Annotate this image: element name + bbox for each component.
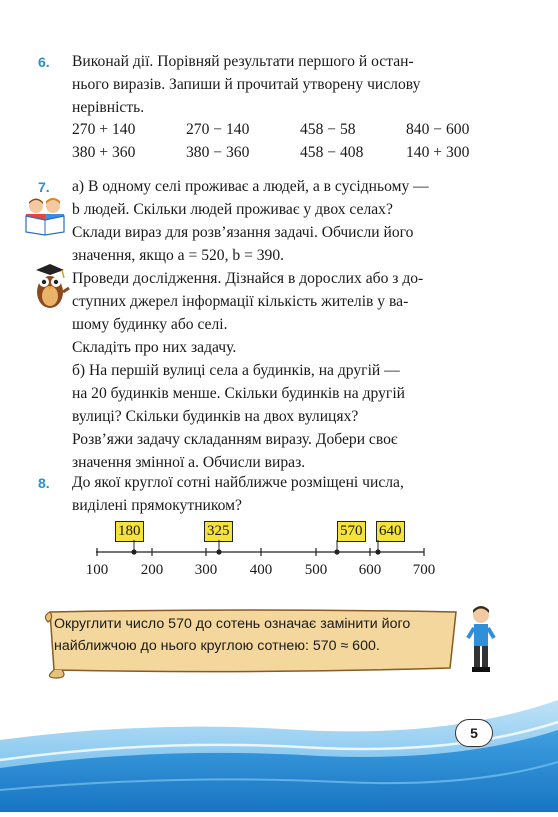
children-reading-icon: [22, 196, 68, 236]
boxed-number: 640: [376, 521, 405, 542]
rule-line-2: найближчою до нього круглою сотнею: 570 ≈ 600.: [54, 638, 380, 654]
task-8-line-2: виділені прямокутником?: [72, 497, 242, 514]
expression: 458 − 58: [300, 121, 356, 138]
task-7a-line-1: а) В одному селі проживає a людей, а в сусідньому —: [72, 178, 429, 195]
boy-character-icon: [466, 604, 496, 674]
wave-decoration: [0, 690, 558, 812]
task-7b-line-2: на 20 будинків менше. Скільки будинків на другій: [72, 385, 405, 402]
task-7a-line-4: значення, якщо a = 520, b = 390.: [72, 247, 285, 264]
task-6-line-3: нерівність.: [72, 99, 145, 116]
tick-label: 600: [358, 562, 382, 578]
research-line-3: шому будинку або селі.: [72, 316, 228, 333]
task-7b-line-3: вулиці? Скільки будинків на двох вулицях?: [72, 408, 359, 425]
tick-label: 300: [194, 562, 218, 578]
tick-label: 100: [85, 562, 109, 578]
task-8-number: 8.: [38, 475, 50, 491]
expression: 140 + 300: [406, 144, 470, 161]
task-6-line-2: нього виразів. Запиши й прочитай утворену числову: [72, 76, 421, 93]
boxed-number: 180: [115, 521, 144, 542]
task-6-line-1: Виконай дії. Порівняй результати першого й остан-: [72, 53, 414, 70]
tick-label: 200: [140, 562, 164, 578]
research-line-4: Складіть про них задачу.: [72, 339, 237, 356]
task-7b-line-1: б) На першій вулиці села a будинків, на другій —: [72, 362, 400, 379]
boxed-number: 570: [337, 521, 366, 542]
boxed-number: 325: [204, 521, 233, 542]
expression: 380 − 360: [186, 144, 250, 161]
task-7a-line-3: Склади вираз для розв’язання задачі. Обчисли його: [72, 224, 414, 241]
research-line-1: Проведи дослідження. Дізнайся в дорослих або з до-: [72, 270, 424, 287]
owl-researcher-icon: [30, 262, 70, 310]
expression: 380 + 360: [72, 144, 136, 161]
expression: 458 − 408: [300, 144, 364, 161]
task-6-number: 6.: [38, 54, 50, 70]
rule-line-1: Округлити число 570 до сотень означає замінити його: [54, 616, 411, 632]
expression: 270 − 140: [186, 121, 250, 138]
task-7b-line-4: Розв’яжи задачу складанням виразу. Добери своє: [72, 431, 398, 448]
tick-label: 400: [249, 562, 273, 578]
tick-label: 500: [304, 562, 328, 578]
tick-label: 700: [412, 562, 436, 578]
box-connectors: [0, 538, 558, 552]
task-7-number: 7.: [38, 179, 50, 195]
expression: 270 + 140: [72, 121, 136, 138]
page-number: 5: [455, 719, 493, 747]
task-7b-line-5: значення змінної a. Обчисли вираз.: [72, 454, 306, 471]
task-8-line-1: До якої круглої сотні найближче розміщені числа,: [72, 474, 404, 491]
task-7a-line-2: b людей. Скільки людей проживає у двох селах?: [72, 201, 393, 218]
research-line-2: ступних джерел інформації кількість жителів у ва-: [72, 293, 409, 310]
expression: 840 − 600: [406, 121, 470, 138]
